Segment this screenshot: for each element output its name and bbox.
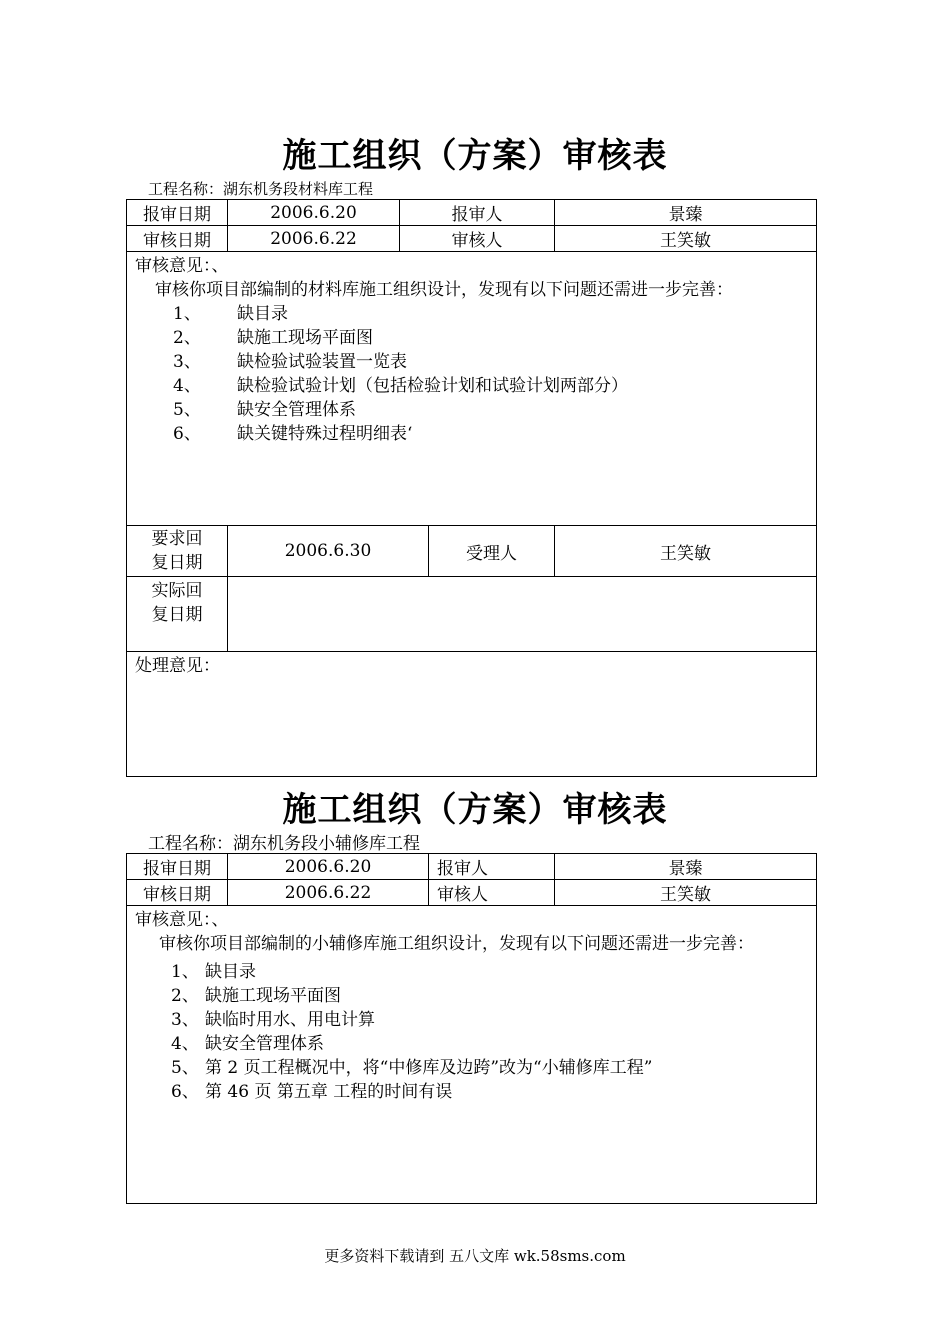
list-item: 5、 缺安全管理体系: [173, 400, 356, 420]
form2-opinion-label: 审核意见：、: [135, 910, 229, 930]
list-item: 1、 缺目录: [173, 304, 288, 324]
form2-issue-list: [135, 960, 808, 1104]
form2-project-name: 工程名称：湖东机务段小辅修库工程: [148, 834, 420, 854]
form1-opinion-label: 审核意见：、: [135, 256, 229, 276]
form1-reply-actual-value: [228, 577, 817, 652]
form1-issue-list: [135, 302, 808, 446]
form1-review-date: 2006.6.22: [228, 226, 400, 252]
form1-reply-actual-label: 实际回复日期: [127, 577, 228, 652]
form2-submit-date-label: 报审日期: [127, 854, 228, 880]
list-item: 2、 缺施工现场平面图: [173, 328, 373, 348]
form2-review-date-label: 审核日期: [127, 880, 228, 906]
form2-table: [126, 853, 817, 1204]
form2-submitter: 景臻: [555, 854, 817, 880]
form1-title: 施工组织（方案）审核表: [282, 136, 668, 176]
form1-reply-required-label: 要求回复日期: [127, 526, 228, 577]
list-item: 6、 缺关键特殊过程明细表‘: [173, 424, 413, 444]
form2-review-date: 2006.6.22: [228, 880, 429, 906]
form2-submitter-label: 报审人: [429, 854, 555, 880]
list-item: 4、 缺检验试验计划（包括检验计划和试验计划两部分）: [173, 376, 628, 396]
form2-reviewer-label: 审核人: [429, 880, 555, 906]
list-item: 3、 缺检验试验装置一览表: [173, 352, 407, 372]
form1-submit-date-label: 报审日期: [127, 200, 228, 226]
form1-submit-date: 2006.6.20: [228, 200, 400, 226]
form1-reviewer: 王笑敏: [555, 226, 817, 252]
form1-process-opinion: 处理意见：: [127, 652, 817, 777]
form2-submit-date: 2006.6.20: [228, 854, 429, 880]
form1-handler-label: 受理人: [429, 526, 555, 577]
list-item: 2、 缺施工现场平面图: [171, 986, 341, 1006]
form2-opinion-intro: 审核你项目部编制的小辅修库施工组织设计，发现有以下问题还需进一步完善：: [159, 934, 754, 954]
list-item: 5、 第 2 页工程概况中，将“中修库及边跨”改为“小辅修库工程”: [171, 1058, 653, 1078]
form1-reviewer-label: 审核人: [400, 226, 555, 252]
form1-opinion-intro: 审核你项目部编制的材料库施工组织设计，发现有以下问题还需进一步完善：: [155, 280, 733, 300]
form2-title: 施工组织（方案）审核表: [282, 790, 668, 830]
form1-handler: 王笑敏: [555, 526, 817, 577]
form1-review-date-label: 审核日期: [127, 226, 228, 252]
list-item: 1、 缺目录: [171, 962, 256, 982]
form1-opinion-cell: [127, 252, 817, 526]
form1-reply-required-date: 2006.6.30: [228, 526, 429, 577]
form1-submitter-label: 报审人: [400, 200, 555, 226]
form1-submitter: 景臻: [555, 200, 817, 226]
form2-reviewer: 王笑敏: [555, 880, 817, 906]
list-item: 4、 缺安全管理体系: [171, 1034, 324, 1054]
list-item: 3、 缺临时用水、用电计算: [171, 1010, 375, 1030]
form1-table: [126, 199, 817, 777]
form2-opinion-cell: [127, 906, 817, 1204]
list-item: 6、 第 46 页 第五章 工程的时间有误: [171, 1082, 453, 1102]
form1-project-name: 工程名称：湖东机务段材料库工程: [148, 180, 374, 198]
footer-link-text: 更多资料下载请到 五八文库 wk.58sms.com: [324, 1247, 626, 1265]
